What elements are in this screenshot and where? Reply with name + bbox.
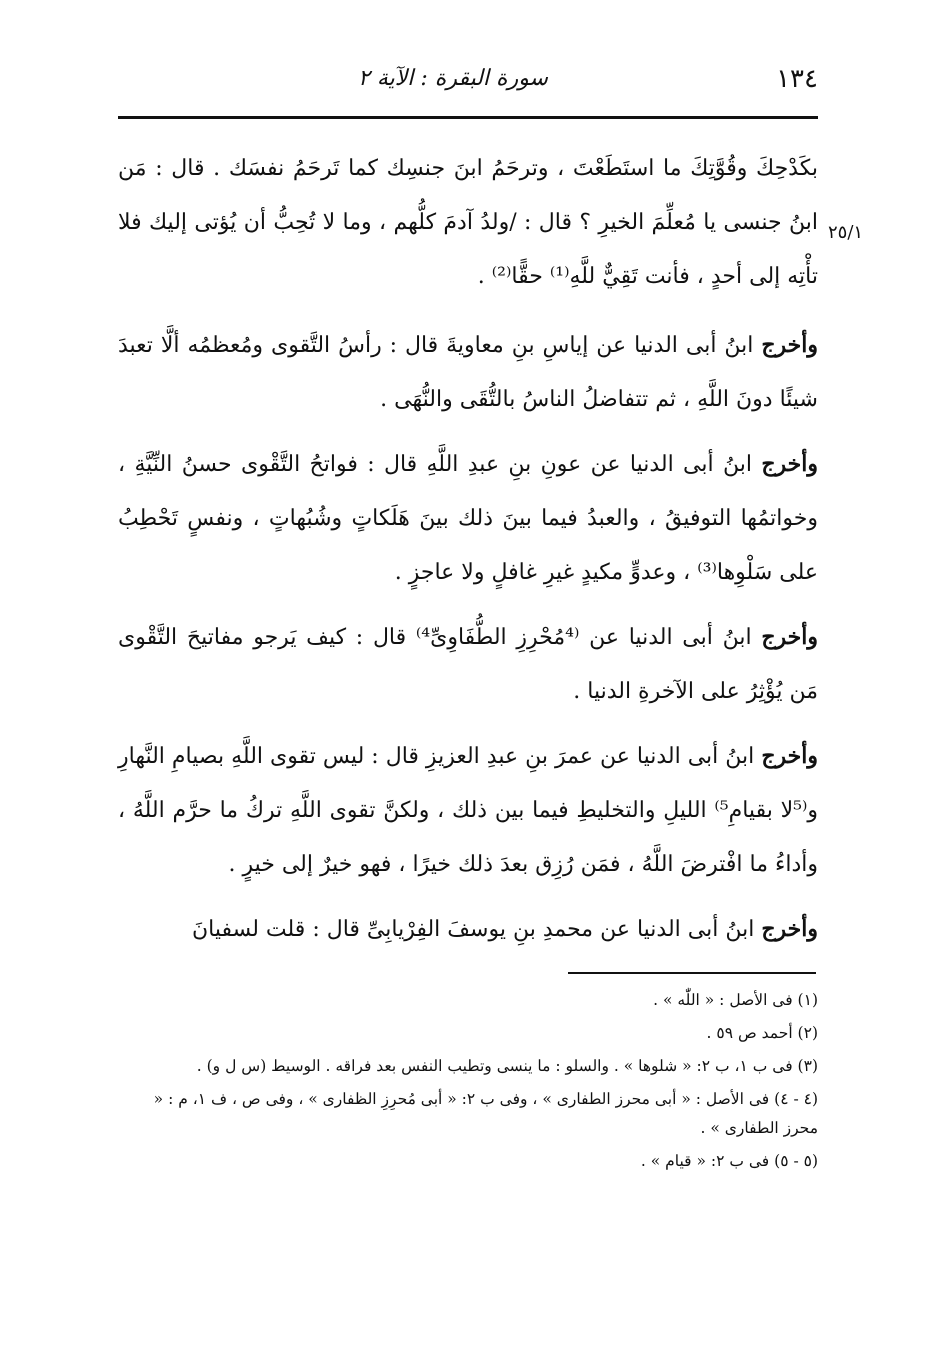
margin-reference: ٢٥/١ bbox=[828, 222, 864, 243]
footnote-4: (٤ - ٤) فى الأصل : « أبى محرز الطفارى » ، وفى ب ٢: « أبى مُحرِزِ الظفارى » ، وفى ص ، ف ١، م : « محرز الطفارى » . bbox=[153, 1090, 818, 1137]
paragraph-2 bbox=[118, 318, 818, 427]
footnote-5: (٥ - ٥) فى ب ٢: « قيام » . bbox=[640, 1152, 818, 1170]
paragraph-text: ابنُ أبى الدنيا عن عمرَ بنِ عبدِ العزيزِ قال : ليس تقوى اللَّهِ بصيامِ النَّهارِ و⁽⁵لا بقيامِ⁵⁾ الليلِ والتخليطِ فيما بين ذلك ، ولكنَّ تقوى اللَّهِ تركُ ما حرَّم اللَّهُ ، وأداءُ ما افْترضَ اللَّهُ ، فمَن رُزِق بعدَ ذلك خيرًا ، فهو خيرٌ إلى خيرٍ . bbox=[118, 744, 818, 877]
paragraph-text: ابنُ أبى الدنيا عن عونِ بنِ عبدِ اللَّهِ قال : فواتحُ التَّقْوى حسنُ النِّيَّةِ ، وخواتمُها التوفيقُ ، والعبدُ فيما بينَ ذلك بينَ هَلَكاتٍ وشُبُهاتٍ ، ونفسٍ تَحْطِبُ على سَلْوِها⁽³⁾ ، وعدوٍّ مكيدٍ غيرِ غافلٍ ولا عاجزٍ . bbox=[118, 452, 818, 585]
paragraph-1 bbox=[118, 142, 818, 304]
paragraph-lead: وأخرج bbox=[761, 743, 818, 769]
paragraph-3 bbox=[118, 437, 818, 600]
paragraph-text: ابنُ أبى الدنيا عن محمدِ بنِ يوسفَ الفِرْيابِىِّ قال : قلت لسفيانَ bbox=[191, 917, 755, 942]
footnote-1: (١) فى الأصل : « اللّٰه » . bbox=[653, 991, 818, 1009]
paragraph-text: ابنُ أبى الدنيا عن إياسِ بنِ معاويةَ قال : رأسُ التَّقوى ومُعظمُه ألَّا تعبدَ شيئًا دونَ اللَّهِ ، ثم تتفاضلُ الناسُ بالتُّقَى والنُّهَى . bbox=[118, 333, 818, 412]
paragraph-text: بكَدْحِكَ وقُوَّتِكَ ما استَطَعْتَ ، وترحَمُ ابنَ جنسِك كما تَرحَمُ نفسَك . قال : مَن ابنُ جنسى يا مُعلِّمَ الخيرِ ؟ قال : /ولدُ آدمَ كلُّهم ، وما لا تُحِبُّ أن يُؤتى إليك فلا تأْتِه إلى أحدٍ ، فأنت تَقِيٌّ للَّهِ⁽¹⁾ حقًّا⁽²⁾ . bbox=[118, 156, 818, 289]
paragraph-lead: وأخرج bbox=[761, 916, 818, 942]
header-rule bbox=[118, 116, 818, 119]
footnotes bbox=[118, 986, 818, 1180]
footnote-3: (٣) فى ب ١، ب ٢: « شلوها » . والسلو : ما ينسى وتطيب النفس بعد فراقه . الوسيط (س ل و) . bbox=[196, 1057, 818, 1075]
paragraph-lead: وأخرج bbox=[761, 624, 819, 650]
paragraph-4 bbox=[118, 610, 818, 719]
running-title: سورة البقرة : الآية ٢ bbox=[358, 66, 548, 91]
paragraph-6 bbox=[118, 902, 818, 957]
page-header bbox=[118, 60, 818, 110]
main-text bbox=[118, 142, 818, 967]
paragraph-lead: وأخرج bbox=[761, 332, 819, 358]
paragraph-5 bbox=[118, 729, 818, 892]
paragraph-lead: وأخرج bbox=[761, 451, 818, 477]
page-number: ١٣٤ bbox=[776, 64, 818, 94]
paragraph-text: ابنُ أبى الدنيا عن ⁽⁴مُحْرِزِ الطُّفَاوِىِّ⁴⁾ قال : كيف يَرجو مفاتيحَ التَّقْوى مَن يُؤْثِرُ على الآخرةِ الدنيا . bbox=[118, 625, 818, 704]
footnote-2: (٢) أحمد ص ٥٩ . bbox=[706, 1024, 818, 1042]
footnote-rule bbox=[568, 972, 816, 974]
